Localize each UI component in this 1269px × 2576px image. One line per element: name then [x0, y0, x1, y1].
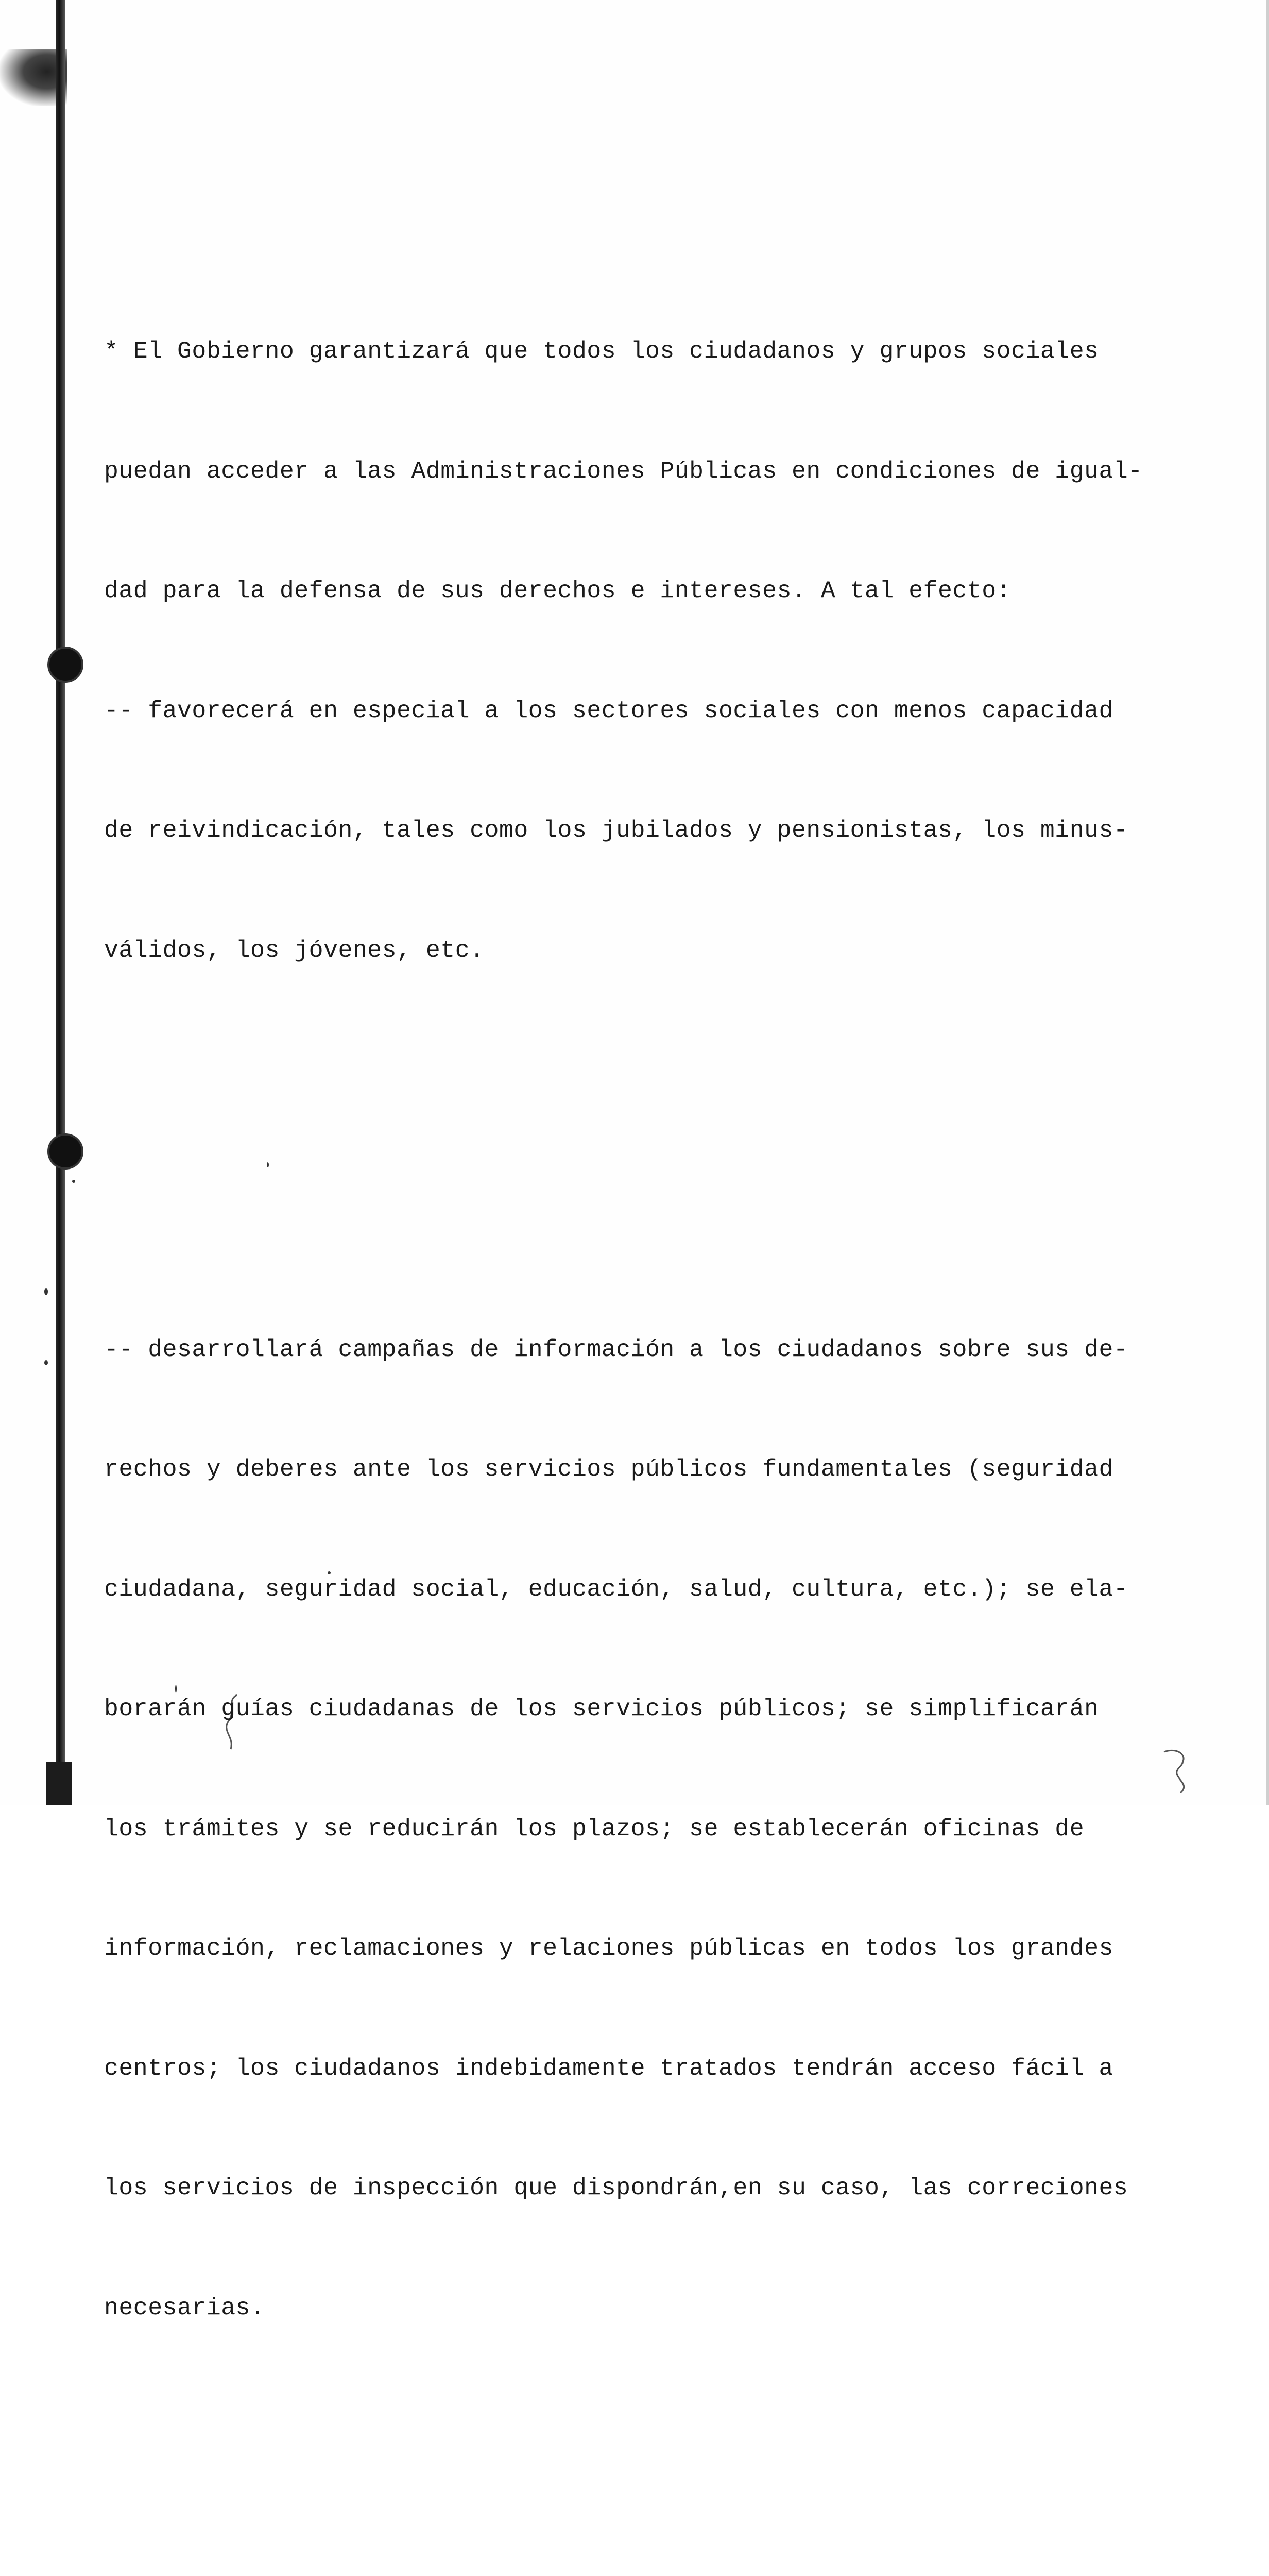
document-body: [104, 172, 1247, 2576]
text-line: de reivindicación, tales como los jubilados y pensionistas, los minus-: [104, 817, 1128, 844]
text-line: los servicios de inspección que dispondrán,en su caso, las correciones: [104, 2174, 1128, 2201]
scan-speck: [44, 1360, 48, 1365]
text-line: ciudadana, seguridad social, educación, salud, cultura, etc.); se ela-: [104, 1575, 1128, 1603]
text-line: dad para la defensa de sus derechos e intereses. A tal efecto:: [104, 577, 1011, 604]
text-line: necesarias.: [104, 2294, 265, 2321]
text-line: centros; los ciudadanos indebidamente tratados tendrán acceso fácil a: [104, 2054, 1113, 2082]
paragraph: [104, 251, 1247, 1050]
paragraph-gap: [104, 2487, 1247, 2528]
text-line: válidos, los jóvenes, etc.: [104, 936, 485, 964]
text-line: puedan acceder a las Administraciones Públicas en condiciones de igual-: [104, 457, 1143, 485]
text-line: borarán guías ciudadanas de los servicios públicos; se simplificarán: [104, 1695, 1099, 1722]
text-line: información, reclamaciones y relaciones públicas en todos los grandes: [104, 1935, 1113, 1962]
paragraph-gap: [104, 1130, 1247, 1170]
punch-hole-top: [47, 647, 83, 683]
binding-edge: [56, 0, 65, 1805]
scan-speck: [72, 1180, 75, 1183]
text-line: -- favorecerá en especial a los sectores sociales con menos capacidad: [104, 697, 1113, 724]
right-page-edge: [1266, 0, 1269, 1805]
punch-hole-bottom: [47, 1133, 83, 1170]
text-line: rechos y deberes ante los servicios públicos fundamentales (seguridad: [104, 1455, 1113, 1483]
scan-speck: [44, 1288, 48, 1295]
text-line: * El Gobierno garantizará que todos los ciudadanos y grupos sociales: [104, 337, 1099, 365]
text-line: -- desarrollará campañas de información a los ciudadanos sobre sus de-: [104, 1335, 1128, 1363]
text-line: los trámites y se reducirán los plazos; se establecerán oficinas de: [104, 1815, 1085, 1842]
binding-bottom: [46, 1762, 72, 1805]
paragraph: [104, 1250, 1247, 2408]
